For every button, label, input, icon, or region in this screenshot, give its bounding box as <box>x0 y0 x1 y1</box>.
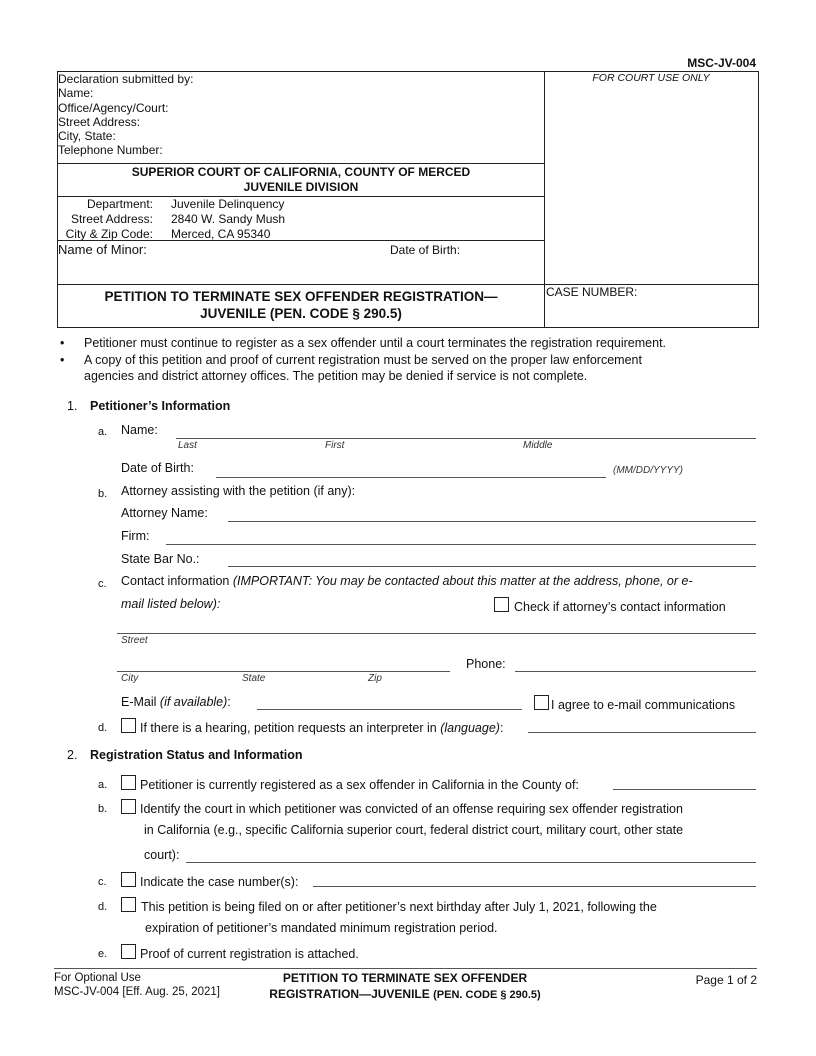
court-name-line: SUPERIOR COURT OF CALIFORNIA, COUNTY OF MERCED <box>131 165 471 179</box>
declaration-line: Name: <box>58 86 94 101</box>
city-state-zip-field[interactable] <box>117 671 450 672</box>
footer-title-code: (PEN. CODE § 290.5) <box>433 988 541 1001</box>
street-field[interactable] <box>117 633 756 634</box>
instructions <box>60 335 666 385</box>
city-sublabel: City <box>121 673 139 684</box>
footer-optional-use: For Optional Use <box>54 972 141 984</box>
item-letter: d. <box>98 722 108 734</box>
case-number-label: CASE NUMBER: <box>546 285 638 299</box>
declaration-line: Office/Agency/Court: <box>58 100 169 115</box>
declaration-block <box>58 72 193 158</box>
county-field[interactable] <box>613 789 756 790</box>
email-note: (if available) <box>159 695 228 709</box>
minor-dob-label: Date of Birth: <box>390 243 461 257</box>
divider-title <box>57 284 758 285</box>
email-field[interactable] <box>257 709 522 710</box>
item-letter: c. <box>98 578 107 590</box>
divider-court <box>57 163 545 164</box>
state-bar-field[interactable] <box>228 566 756 567</box>
email-agree-text: I agree to e-mail communications <box>551 698 736 712</box>
street-value: 2840 W. Sandy Mush <box>171 212 286 226</box>
birthday-filing-text-cont: expiration of petitioner’s mandated minimum registration period. <box>145 921 498 935</box>
bullet-continuation <box>60 368 666 385</box>
registered-checkbox[interactable] <box>121 775 136 790</box>
court-use-only: FOR COURT USE ONLY <box>592 72 710 84</box>
dob-field[interactable] <box>216 477 606 478</box>
attorney-contact-text: Check if attorney’s contact information <box>514 600 726 614</box>
case-numbers-text: Indicate the case number(s): <box>140 875 299 889</box>
section1-title: Petitioner’s Information <box>90 399 231 413</box>
item-letter: e. <box>98 948 108 960</box>
city-value: Merced, CA 95340 <box>171 227 271 241</box>
form-title-line: JUVENILE (PEN. CODE § 290.5) <box>200 306 402 321</box>
court-name <box>57 165 545 195</box>
case-numbers-field[interactable] <box>313 886 756 887</box>
birthday-filing-option[interactable] <box>121 897 657 914</box>
declaration-line: Street Address: <box>58 114 141 129</box>
footer-title-line2 <box>240 987 570 1004</box>
minor-name-label: Name of Minor: <box>58 242 147 257</box>
last-sublabel: Last <box>178 440 197 451</box>
interpreter-option[interactable] <box>121 718 503 735</box>
interpreter-checkbox[interactable] <box>121 718 136 733</box>
language-field[interactable] <box>528 732 756 733</box>
first-sublabel: First <box>325 440 345 451</box>
footer-rule <box>54 968 757 969</box>
email-label: E-Mail <box>121 695 157 709</box>
section1-number: 1. <box>67 399 78 413</box>
dept-label: Department: <box>86 197 153 211</box>
contact-note: (IMPORTANT: You may be contacted about this matter at the address, phone, or e- <box>232 574 693 588</box>
item-letter: b. <box>98 803 108 815</box>
name-label: Name: <box>121 423 158 437</box>
email-label-group <box>121 695 231 709</box>
case-numbers-checkbox[interactable] <box>121 872 136 887</box>
convicting-court-field[interactable] <box>186 862 756 863</box>
phone-label: Phone: <box>466 657 506 671</box>
email-colon: : <box>227 695 231 709</box>
form-id: MSC-JV-004 <box>687 56 756 70</box>
case-numbers-option[interactable] <box>121 872 298 889</box>
city-label: City & Zip Code: <box>65 227 153 241</box>
page-number: Page 1 of 2 <box>695 973 757 987</box>
phone-field[interactable] <box>515 671 756 672</box>
state-sublabel: State <box>242 673 266 684</box>
item-letter: d. <box>98 901 108 913</box>
zip-sublabel: Zip <box>368 673 382 684</box>
email-agree-option[interactable] <box>534 695 735 712</box>
interpreter-text: If there is a hearing, petition requests an interpreter in <box>140 721 437 735</box>
bullet-dot: • <box>60 336 65 350</box>
declaration-line: Declaration submitted by: <box>58 72 194 86</box>
court-convicted-checkbox[interactable] <box>121 799 136 814</box>
street-label: Street Address: <box>70 212 153 226</box>
item-letter: a. <box>98 779 108 791</box>
bullet-text: A copy of this petition and proof of current registration must be served on the proper law enforcement <box>84 352 642 367</box>
section2-title: Registration Status and Information <box>90 748 303 762</box>
form-title <box>57 288 545 322</box>
item-letter: b. <box>98 488 108 500</box>
attorney-contact-option[interactable] <box>494 597 726 614</box>
footer-title-main: REGISTRATION—JUVENILE <box>269 986 430 1001</box>
attorney-intro: Attorney assisting with the petition (if any): <box>121 484 356 498</box>
language-note: (language) <box>440 721 500 735</box>
bullet-text: agencies and district attorney offices. The petition may be denied if service is not complete. <box>84 369 588 383</box>
proof-attached-checkbox[interactable] <box>121 944 136 959</box>
birthday-filing-checkbox[interactable] <box>121 897 136 912</box>
language-colon: : <box>499 721 504 735</box>
court-convicted-text-end: court): <box>144 848 180 862</box>
proof-attached-text: Proof of current registration is attached. <box>140 947 359 961</box>
form-title-line: PETITION TO TERMINATE SEX OFFENDER REGISTRATION— <box>104 289 498 304</box>
proof-attached-option[interactable] <box>121 944 359 961</box>
birthday-filing-text: This petition is being filed on or after petitioner’s next birthday after July 1, 2021, following the <box>141 900 657 914</box>
dept-values <box>171 197 285 242</box>
dob-label: Date of Birth: <box>121 461 194 475</box>
registered-text: Petitioner is currently registered as a sex offender in California in the County of: <box>140 778 579 792</box>
contact-info <box>121 574 693 588</box>
declaration-line: City, State: <box>58 129 116 144</box>
attorney-name-label: Attorney Name: <box>121 506 208 520</box>
court-division: JUVENILE DIVISION <box>243 180 359 194</box>
bullet-dot: • <box>60 352 65 367</box>
registered-option[interactable] <box>121 775 579 792</box>
name-field[interactable] <box>176 438 756 439</box>
footer-title-line1: PETITION TO TERMINATE SEX OFFENDER <box>282 971 528 985</box>
item-letter: c. <box>98 876 107 888</box>
footer-form-rev: MSC-JV-004 [Eff. Aug. 25, 2021] <box>54 986 220 998</box>
declaration-line: Telephone Number: <box>58 143 163 158</box>
section2-number: 2. <box>67 748 78 762</box>
attorney-name-field[interactable] <box>228 521 756 522</box>
dept-value: Juvenile Delinquency <box>171 197 285 211</box>
attorney-contact-checkbox[interactable] <box>494 597 509 612</box>
contact-label: Contact information <box>121 574 230 588</box>
middle-sublabel: Middle <box>523 440 553 451</box>
court-convicted-text: Identify the court in which petitioner was convicted of an offense requiring sex offender registration <box>140 802 683 816</box>
footer-title <box>240 971 570 1003</box>
firm-label: Firm: <box>121 529 150 543</box>
firm-field[interactable] <box>166 544 756 545</box>
dept-labels <box>58 197 153 242</box>
court-convicted-option[interactable] <box>121 799 683 816</box>
bullet-item <box>60 352 666 369</box>
state-bar-label: State Bar No.: <box>121 552 200 566</box>
bullet-text: Petitioner must continue to register as a sex offender until a court terminates the registration requirement. <box>84 336 667 350</box>
email-agree-checkbox[interactable] <box>534 695 549 710</box>
contact-note-cont: mail listed below): <box>121 597 221 611</box>
court-convicted-text-cont: in California (e.g., specific California superior court, federal district court, military court, other state <box>144 823 684 837</box>
street-sublabel: Street <box>121 635 148 646</box>
footer-left <box>54 971 220 999</box>
dob-format: (MM/DD/YYYY) <box>613 465 683 476</box>
bullet-item <box>60 335 666 352</box>
item-letter: a. <box>98 426 108 438</box>
